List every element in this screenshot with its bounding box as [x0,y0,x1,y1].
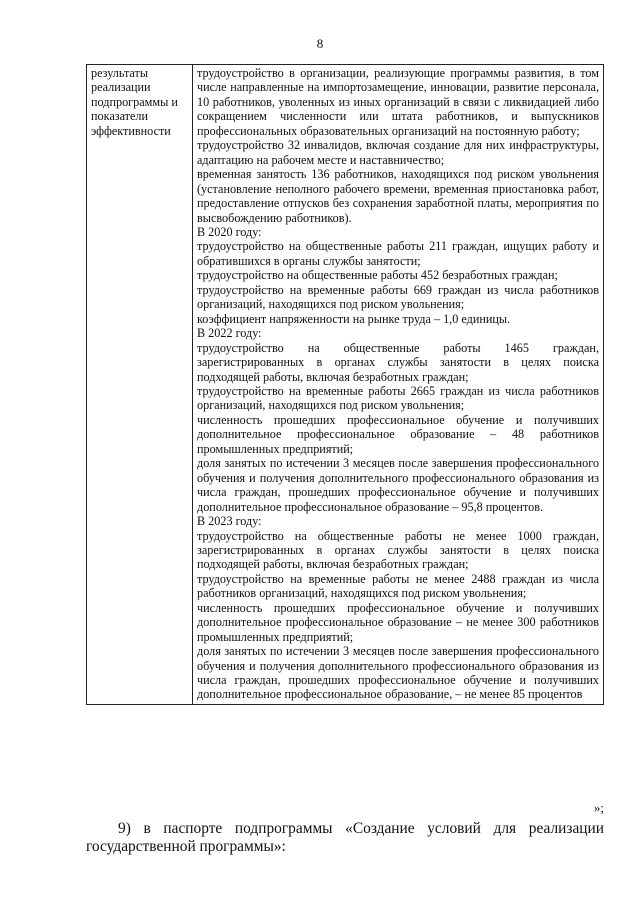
result-paragraph: трудоустройство на общественные работы не менее 1000 граждан, зарегистрированных в органах службы занятости в целях поиска подходящей работы, включая безработных граждан; [197,528,599,572]
result-paragraph: численность прошедших профессиональное обучение и получивших дополнительное профессиональное образование – не менее 300 работников промышленных предприятий; [197,600,599,644]
row-content-cell [193,65,604,705]
result-paragraph: трудоустройство на общественные работы 1465 граждан, зарегистрированных в органах службы занятости в целях поиска подходящей работы, включая безработных граждан; [197,340,599,384]
passport-table [86,64,604,705]
result-paragraph: трудоустройство 32 инвалидов, включая создание для них инфраструктуры, адаптацию на рабочем месте и наставничество; [197,138,599,167]
section-heading: В 2023 году: [197,514,262,529]
section-heading: В 2022 году: [197,326,262,341]
page-number: 8 [316,36,324,51]
result-paragraph: трудоустройство на общественные работы 452 безработных граждан; [197,268,558,283]
result-paragraph: доля занятых по истечении 3 месяцев после завершения профессионального обучения и получения дополнительного профессионального образования из числа граждан, прошедших профессиональное обучение и получивших дополнительное профессиональное образование – 95,8 процентов. [197,456,599,514]
section-heading: коэффициент напряженности на рынке труда – 1,0 единицы. [197,311,511,326]
result-paragraph: трудоустройство на общественные работы 211 граждан, ищущих работу и обратившихся в органы службы занятости; [197,239,599,268]
row-label-cell: результаты реализации подпрограммы и показатели эффективности [87,65,193,705]
paragraph-9: 9) в паспорте подпрограммы «Создание условий для реализации государственной программы»: [86,820,604,855]
table-row [87,65,604,705]
result-paragraph: временная занятость 136 работников, находящихся под риском увольнения (установление неполного рабочего времени, временная приостановка работ, предоставление отпусков без сохранения заработной платы, мероприятия по высвобождению работников). [197,167,599,225]
result-paragraph: трудоустройство на временные работы 669 граждан из числа работников организаций, находящихся под риском увольнения; [197,282,599,312]
result-paragraph: трудоустройство в организации, реализующие программы развития, в том числе направленные на импортозамещение, инновации, развитие персонала, 10 работников, уволенных из иных организаций в связи с ликвидацией либо сокращением численности или штата работников, и выпускников профессиональных образовательных организаций на постоянную работу; [197,66,599,138]
result-paragraph: численность прошедших профессиональное обучение и получивших дополнительное профессиональное образование – 48 работников промышленных предприятий; [197,412,599,456]
result-paragraph: доля занятых по истечении 3 месяцев после завершения профессионального обучения и получения дополнительного профессионального образования из числа граждан, прошедших профессиональное обучение и получивших дополнительное профессиональное образование, – не менее 85 процентов [197,644,599,702]
closing-quote: »; [593,800,604,815]
result-paragraph: трудоустройство на временные работы не менее 2488 граждан из числа работников организаций, находящихся под риском увольнения; [197,571,599,601]
section-heading: В 2020 году: [197,224,262,239]
result-paragraph: трудоустройство на временные работы 2665 граждан из числа работников организаций, находящихся под риском увольнения; [197,383,599,413]
